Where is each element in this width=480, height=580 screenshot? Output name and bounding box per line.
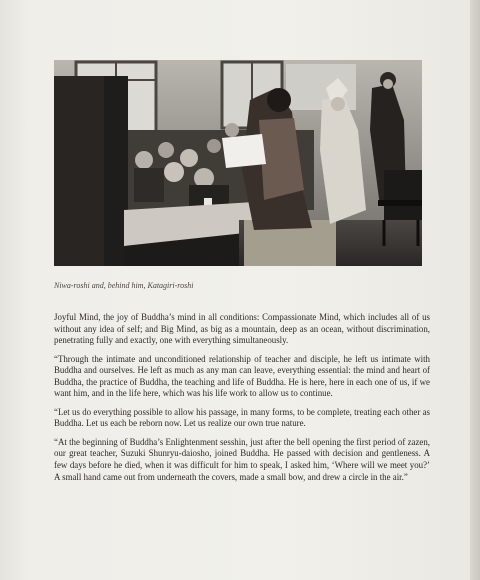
paragraph: “Through the intimate and unconditioned relationship of teacher and disciple, he left us intimate with Buddha and ourselves. He left as much as any man can leave, everything essential: the mind and heart of Buddha, the practice of Buddha, the teaching and life of Buddha. He is here, here in each one of us, if we want him, and in the life here, which was his life work to allow us to continue. — [54, 353, 430, 399]
ceremony-photo — [54, 60, 422, 266]
photo-caption: Niwa-roshi and, behind him, Katagiri-roshi — [54, 281, 194, 290]
body-text — [54, 312, 430, 490]
paragraph: “Let us do everything possible to allow his passage, in many forms, to be complete, treating each other as Buddha. Let us each be reborn now. Let us realize our own true nature. — [54, 406, 430, 429]
page-edge — [470, 0, 480, 580]
paragraph: “At the beginning of Buddha’s Enlightenment sesshin, just after the bell opening the first period of zazen, our great teacher, Suzuki Shunryu-daiosho, joined Buddha. He passed with decision and gentleness. A few days before he died, when it was difficult for him to speak, I asked him, ‘Where will we meet you?’ A small hand came out from underneath the covers, made a small bow, and drew a circle in the air.” — [54, 436, 430, 482]
paragraph: Joyful Mind, the joy of Buddha’s mind in all conditions: Compassionate Mind, which includes all of us without any idea of self; and Big Mind, as big as a mountain, deep as an ocean, without discrimination, penetrating fully and exactly, one with everything simultaneously. — [54, 312, 430, 346]
